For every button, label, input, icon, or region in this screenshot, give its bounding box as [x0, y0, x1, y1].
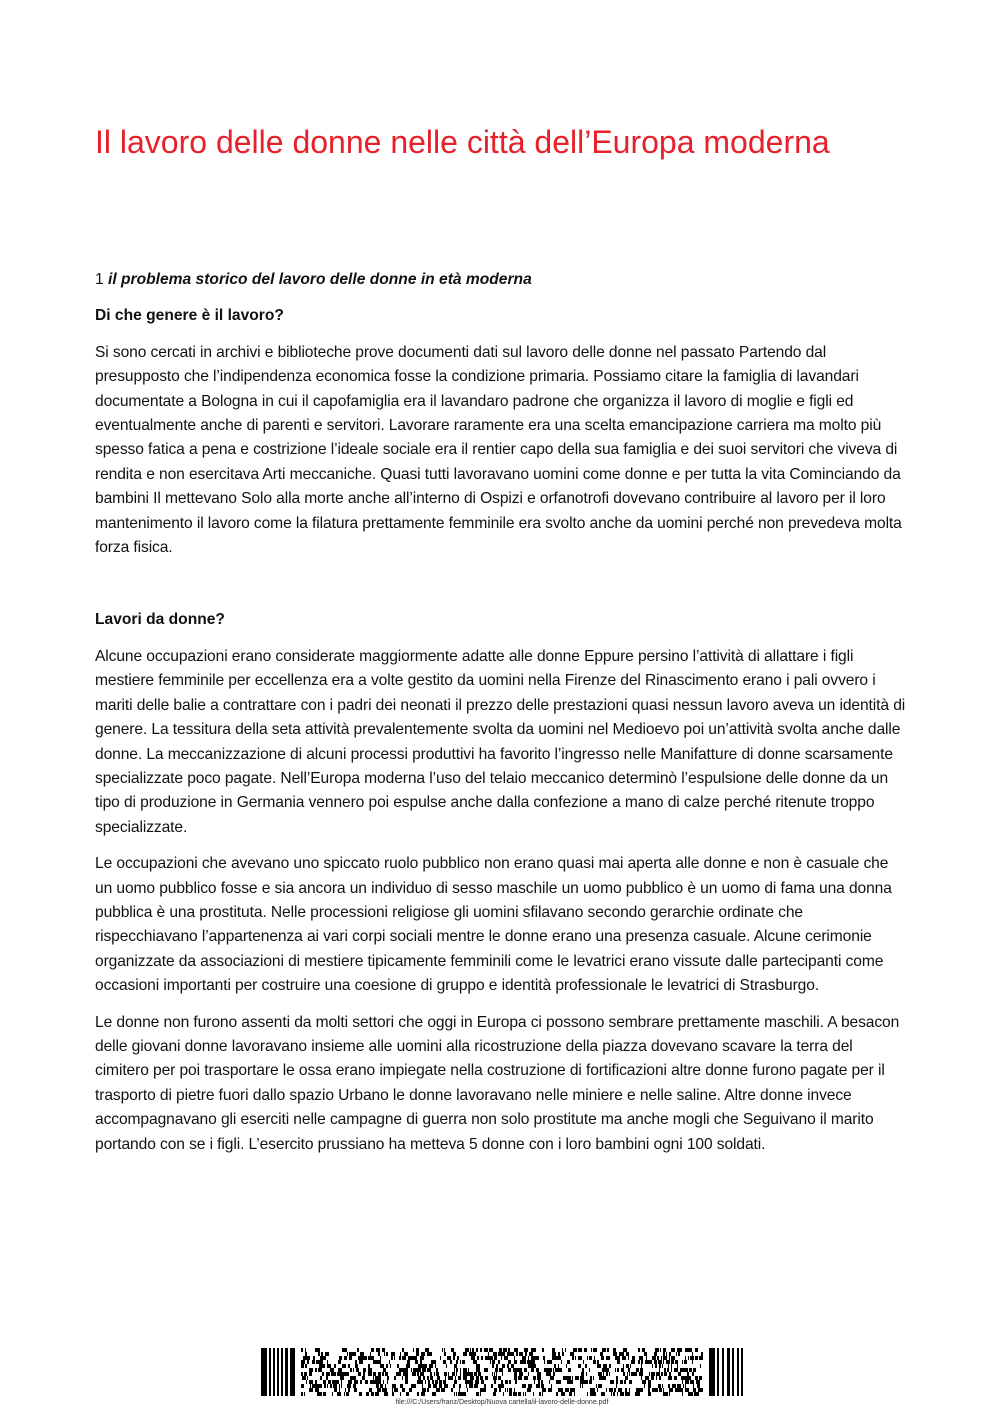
document-body	[95, 268, 907, 1169]
section-number: 1	[95, 271, 104, 288]
heading-genere-lavoro: Di che genere è il lavoro?	[95, 307, 284, 325]
footer-file-path: file:///C:/Users/franz/Desktop/Nuova cartella/il-lavoro-delle-donne.pdf	[395, 1399, 609, 1406]
paragraph-4: Le donne non furono assenti da molti settori che oggi in Europa ci possono sembrare prettamente maschili. A besacon delle giovani donne lavoravano insieme alle uomini alla ricostruzione della piazza dovevano scavare la terra del cimitero per poi trasportare le ossa erano impiegate nella costruzione di fortificazioni altre donne furono pagate per il trasporto di pietre fuori dallo spazio Urbano le donne lavoravano nelle miniere e nelle saline. Altre donne invece accompagnavano gli eserciti nelle campagne di guerra non solo prostitute ma anche mogli che Seguivano il marito portando con se i figli. L’esercito prussiano ha metteva 5 donne con i loro bambini ogni 100 soldati.	[95, 1013, 900, 1153]
section-heading	[95, 268, 907, 292]
document-title: Il lavoro delle donne nelle città dell’Europa moderna	[95, 124, 830, 160]
barcode-graphic	[261, 1348, 743, 1396]
heading-lavori-da-donne: Lavori da donne?	[95, 611, 225, 629]
section-subtitle: il problema storico del lavoro delle donne in età moderna	[108, 271, 532, 288]
paragraph-1: Si sono cercati in archivi e biblioteche prove documenti dati sul lavoro delle donne nel passato Partendo dal presupposto che l’indipendenza economica fosse la condizione primaria. Possiamo citare la famiglia di lavandari documentate a Bologna in cui il capofamiglia era il lavandaro padrone che organizza il lavoro di moglie e figli ed eventualmente anche di parenti e servitori. Lavorare raramente era una scelta emancipazione carriera ma molto più spesso fatica a pena e costrizione l’ideale sociale era il rentier capo della sua famiglia e dei suoi servitori che viveva di rendita e non esercitava Arti meccaniche. Quasi tutti lavoravano uomini come donne e per tutta la vita Cominciando da bambini Il mettevano Solo alla morte anche all’interno di Ospizi e orfanotrofi dovevano contribuire al lavoro per il loro mantenimento il lavoro come la filatura prettamente femminile era svolto anche da uomini perché non prevedeva molta forza fisica.	[95, 343, 902, 557]
paragraph-2: Alcune occupazioni erano considerate maggiormente adatte alle donne Eppure persino l’attività di allattare i figli mestiere femminile per eccellenza era a volte gestito da uomini nella Firenze del Rinascimento erano i pali ovvero i mariti delle balie a contrattare con i padri dei neonati il prezzo delle prestazioni quasi nessun lavoro aveva un identità di genere. La tessitura della seta attività prevalentemente svolta da uomini nel Medioevo poi un’attività svolta anche dalle donne. La meccanizzazione di alcuni processi produttivi ha favorito l’ingresso nelle Manifatture di donne scarsamente specializzate poco pagate. Nell’Europa moderna l’uso del telaio meccanico determinò l’espulsione delle donne da un tipo di produzione in Germania vennero poi espulse anche dalla confezione a mano di calze perché ritenute troppo specializzate.	[95, 647, 906, 836]
section-spacer	[95, 572, 907, 608]
paragraph-3: Le occupazioni che avevano uno spiccato ruolo pubblico non erano quasi mai aperta alle donne e non è casuale che un uomo pubblico fosse e sia ancora un individuo di sesso maschile un uomo pubblico è un uomo di fama una donna pubblica è una prostituta. Nelle processioni religiose gli uomini sfilavano secondo gerarchie ordinate che rispecchiavano l’appartenenza ai vari corpi sociali mentre le donne erano una presenza casuale. Alcune cerimonie organizzate da associazioni di mestiere tipicamente femminili come le levatrici erano vissute dalle partecipanti come occasioni importanti per costruire una coesione di gruppo e identità professionale le levatrici di Strasburgo.	[95, 855, 892, 995]
pdf417-barcode	[261, 1348, 743, 1396]
